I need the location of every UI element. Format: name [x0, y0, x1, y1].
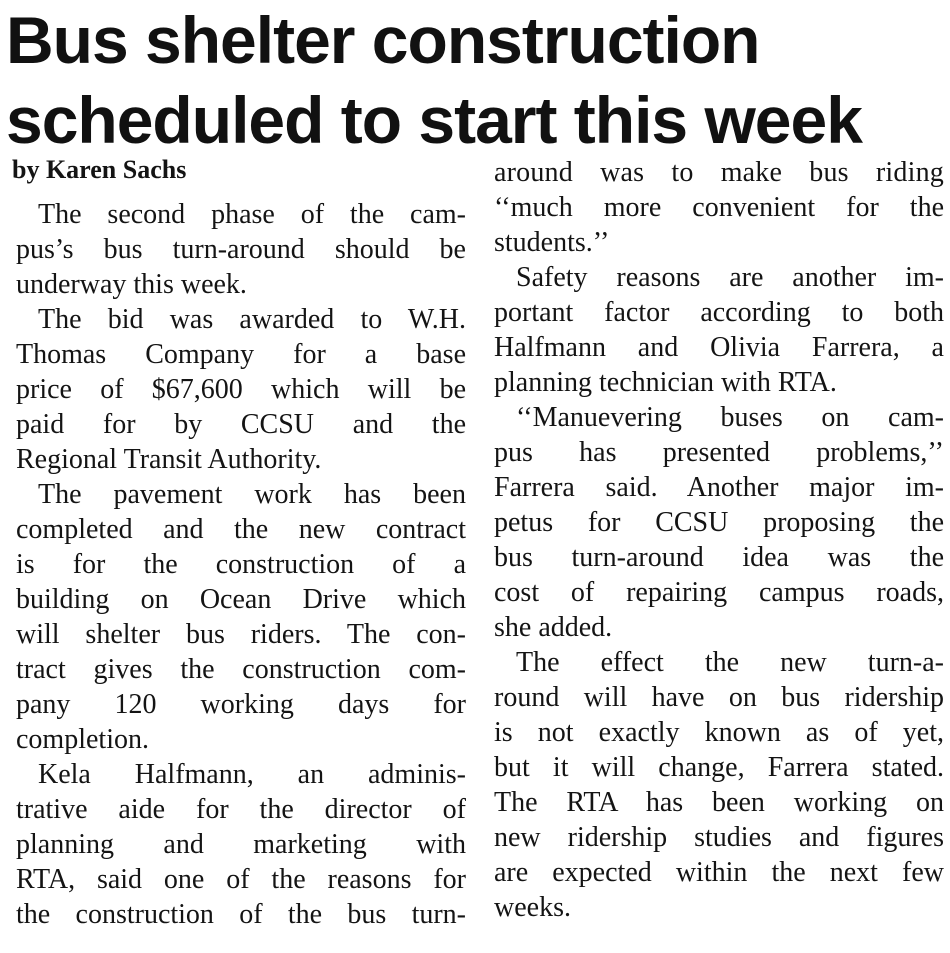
text-line: are expected within the next few [494, 857, 944, 888]
text-line: price of $67,600 which will be [16, 374, 466, 405]
text-line: but it will change, Farrera stated. [494, 752, 944, 783]
headline-line-2: scheduled to start this week [6, 83, 862, 157]
text-line: the construction of the bus turn- [16, 899, 466, 930]
text-line: Farrera said. Another major im- [494, 472, 944, 503]
text-line: new ridership studies and figures [494, 822, 944, 853]
text-line: underway this week. [16, 269, 247, 300]
text-line: paid for by CCSU and the [16, 409, 466, 440]
text-line: pus has presented problems,’’ [494, 437, 944, 468]
text-line: Kela Halfmann, an adminis- [38, 759, 466, 790]
headline-line-1: Bus shelter construction [6, 3, 760, 77]
text-line: bus turn-around idea was the [494, 542, 944, 573]
headline [6, 0, 946, 160]
text-line: The RTA has been working on [494, 787, 944, 818]
text-line: The effect the new turn-a- [516, 647, 944, 678]
text-line: The pavement work has been [38, 479, 466, 510]
text-line: weeks. [494, 892, 571, 923]
text-line: petus for CCSU proposing the [494, 507, 944, 538]
text-line: building on Ocean Drive which [16, 584, 466, 615]
text-line: pus’s bus turn-around should be [16, 234, 466, 265]
text-line: students.’’ [494, 227, 610, 258]
text-line: will shelter bus riders. The con- [16, 619, 466, 650]
text-line: RTA, said one of the reasons for [16, 864, 466, 895]
text-line: Thomas Company for a base [16, 339, 466, 370]
text-line: ‘‘Manuevering buses on cam- [516, 402, 944, 433]
text-line: planning technician with RTA. [494, 367, 837, 398]
text-line: completed and the new contract [16, 514, 466, 545]
text-line: The bid was awarded to W.H. [38, 304, 466, 335]
text-line: Regional Transit Authority. [16, 444, 322, 475]
byline: by Karen Sachs [12, 155, 187, 184]
text-line: round will have on bus ridership [494, 682, 944, 713]
text-line: completion. [16, 724, 149, 755]
text-line: planning and marketing with [16, 829, 466, 860]
text-line: tract gives the construction com- [16, 654, 466, 685]
text-line: cost of repairing campus roads, [494, 577, 944, 608]
text-line: trative aide for the director of [16, 794, 466, 825]
text-line: around was to make bus riding [494, 157, 944, 188]
article-column-left [16, 197, 466, 932]
text-line: ‘‘much more convenient for the [494, 192, 944, 223]
text-line: The second phase of the cam- [38, 199, 466, 230]
article-column-right [494, 155, 944, 925]
text-line: is not exactly known as of yet, [494, 717, 944, 748]
text-line: Safety reasons are another im- [516, 262, 944, 293]
text-line: portant factor according to both [494, 297, 944, 328]
text-line: Halfmann and Olivia Farrera, a [494, 332, 944, 363]
text-line: she added. [494, 612, 613, 643]
text-line: is for the construction of a [16, 549, 466, 580]
text-line: pany 120 working days for [16, 689, 466, 720]
